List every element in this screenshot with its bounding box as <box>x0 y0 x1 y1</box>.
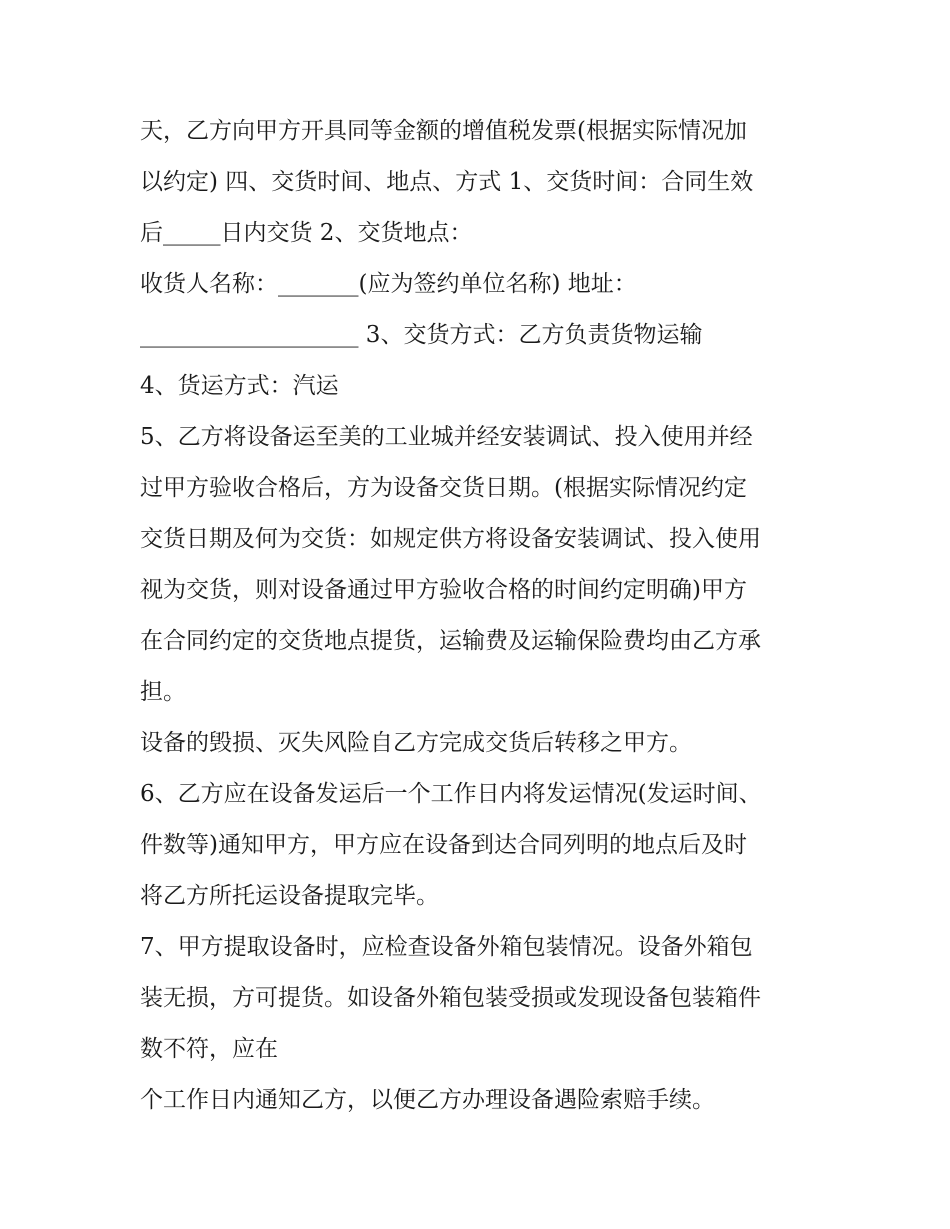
text-line: 装无损，方可提货。如设备外箱包装受损或发现设备包装箱件 <box>140 985 761 1011</box>
contract-text-body <box>140 106 820 1126</box>
text-line: 设备的毁损、灭失风险自乙方完成交货后转移之甲方。 <box>140 730 692 756</box>
text-line: ___________________ 3、交货方式：乙方负责货物运输 <box>140 322 703 348</box>
text-line: 后_____日内交货 2、交货地点： <box>140 220 473 246</box>
text-line: 担。 <box>140 679 186 705</box>
text-line: 视为交货，则对设备通过甲方验收合格的时间约定明确)甲方 <box>140 577 747 603</box>
text-line: 以约定) 四、交货时间、地点、方式 1、交货时间：合同生效 <box>140 169 754 195</box>
text-line: 个工作日内通知乙方，以便乙方办理设备遇险索赔手续。 <box>140 1087 715 1113</box>
text-line: 6、乙方应在设备发运后一个工作日内将发运情况(发运时间、 <box>140 781 762 807</box>
text-line: 5、乙方将设备运至美的工业城并经安装调试、投入使用并经 <box>140 424 753 450</box>
text-line: 交货日期及何为交货：如规定供方将设备安装调试、投入使用 <box>140 526 761 552</box>
text-line: 天，乙方向甲方开具同等金额的增值税发票(根据实际情况加 <box>140 118 747 144</box>
text-line: 件数等)通知甲方，甲方应在设备到达合同列明的地点后及时 <box>140 832 747 858</box>
text-line: 收货人名称：_______(应为签约单位名称) 地址： <box>140 271 637 297</box>
text-line: 7、甲方提取设备时，应检查设备外箱包装情况。设备外箱包 <box>140 934 753 960</box>
text-line: 数不符，应在 <box>140 1036 278 1062</box>
text-line: 在合同约定的交货地点提货，运输费及运输保险费均由乙方承 <box>140 628 761 654</box>
text-line: 过甲方验收合格后，方为设备交货日期。(根据实际情况约定 <box>140 475 747 501</box>
text-line: 4、货运方式：汽运 <box>140 373 339 399</box>
text-line: 将乙方所托运设备提取完毕。 <box>140 883 439 909</box>
